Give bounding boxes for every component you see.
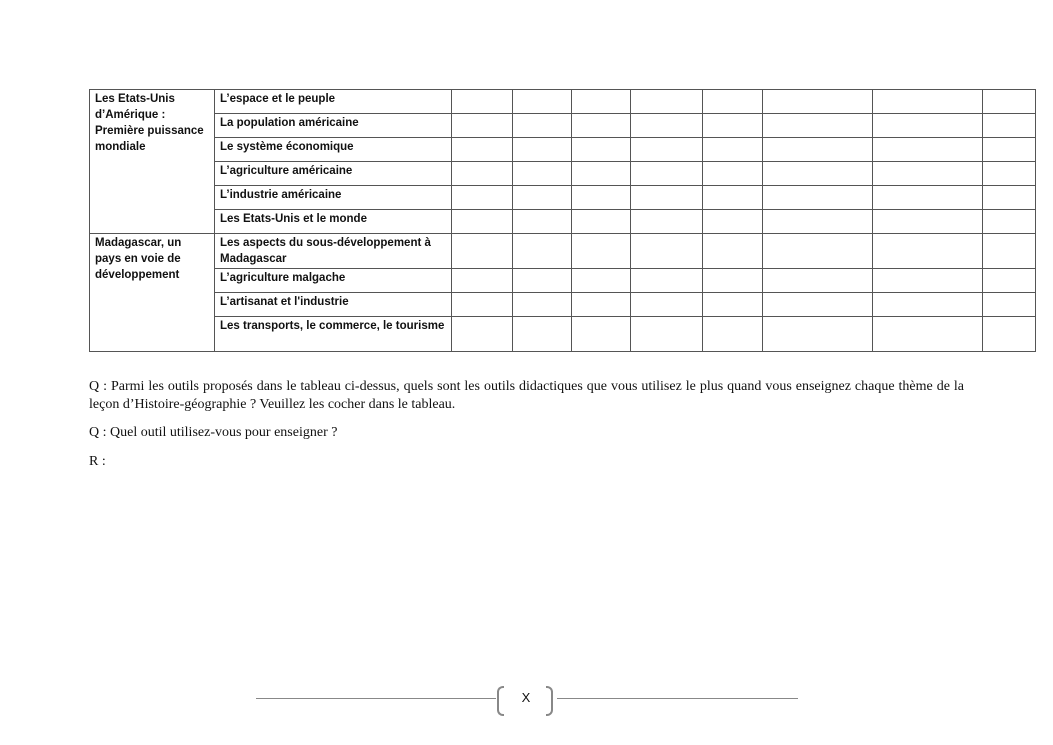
lesson-cell: Les transports, le commerce, le tourisme	[215, 317, 452, 352]
tool-checkbox-cell[interactable]	[703, 186, 763, 210]
tool-checkbox-cell[interactable]	[873, 293, 983, 317]
tool-checkbox-cell[interactable]	[513, 162, 572, 186]
tool-checkbox-cell[interactable]	[703, 210, 763, 234]
lesson-cell: L’espace et le peuple	[215, 90, 452, 114]
tool-checkbox-cell[interactable]	[572, 186, 631, 210]
tool-checkbox-cell[interactable]	[572, 162, 631, 186]
tool-checkbox-cell[interactable]	[513, 317, 572, 352]
tool-checkbox-cell[interactable]	[703, 138, 763, 162]
tool-checkbox-cell[interactable]	[572, 234, 631, 269]
tool-checkbox-cell[interactable]	[763, 186, 873, 210]
tool-checkbox-cell[interactable]	[703, 317, 763, 352]
table-row	[90, 114, 1036, 138]
theme-cell: Les Etats-Unis d’Amérique : Première puissance mondiale	[90, 90, 215, 234]
tool-checkbox-cell[interactable]	[873, 317, 983, 352]
theme-cell: Madagascar, un pays en voie de développement	[90, 234, 215, 352]
tool-checkbox-cell[interactable]	[452, 90, 513, 114]
tool-checkbox-cell[interactable]	[513, 293, 572, 317]
tool-checkbox-cell[interactable]	[572, 210, 631, 234]
lesson-cell: L’agriculture malgache	[215, 269, 452, 293]
footer-rule-right	[557, 698, 798, 699]
table-row	[90, 90, 1036, 114]
table-row	[90, 210, 1036, 234]
lesson-cell: Le système économique	[215, 138, 452, 162]
lesson-cell: L’industrie américaine	[215, 186, 452, 210]
tool-checkbox-cell[interactable]	[763, 114, 873, 138]
tool-checkbox-cell[interactable]	[703, 293, 763, 317]
tool-checkbox-cell[interactable]	[572, 293, 631, 317]
tool-checkbox-cell[interactable]	[703, 234, 763, 269]
tool-checkbox-cell[interactable]	[513, 138, 572, 162]
tool-checkbox-cell[interactable]	[513, 114, 572, 138]
tool-checkbox-cell[interactable]	[452, 138, 513, 162]
tool-checkbox-cell[interactable]	[983, 186, 1036, 210]
lesson-cell: L’agriculture américaine	[215, 162, 452, 186]
table-row	[90, 293, 1036, 317]
tool-checkbox-cell[interactable]	[873, 162, 983, 186]
tool-checkbox-cell[interactable]	[983, 162, 1036, 186]
tool-checkbox-cell[interactable]	[513, 269, 572, 293]
tool-checkbox-cell[interactable]	[763, 269, 873, 293]
table-row	[90, 162, 1036, 186]
tool-checkbox-cell[interactable]	[572, 269, 631, 293]
tool-checkbox-cell[interactable]	[572, 317, 631, 352]
tool-checkbox-cell[interactable]	[983, 210, 1036, 234]
footer-bracket-close	[546, 686, 553, 716]
tool-checkbox-cell[interactable]	[983, 269, 1036, 293]
tool-checkbox-cell[interactable]	[631, 269, 703, 293]
tool-checkbox-cell[interactable]	[631, 138, 703, 162]
table-row	[90, 317, 1036, 352]
tool-checkbox-cell[interactable]	[631, 186, 703, 210]
tool-checkbox-cell[interactable]	[873, 138, 983, 162]
tool-checkbox-cell[interactable]	[763, 293, 873, 317]
table-row	[90, 186, 1036, 210]
tool-checkbox-cell[interactable]	[763, 138, 873, 162]
tool-checkbox-cell[interactable]	[873, 210, 983, 234]
question-tools-checklist: Q : Parmi les outils proposés dans le tableau ci-dessus, quels sont les outils didactiques que vous utilisez le plus quand vous enseignez chaque thème de la leçon d’Histoire-géographie ? Veuillez les cocher dans le tableau.	[89, 379, 964, 412]
tool-checkbox-cell[interactable]	[763, 317, 873, 352]
tool-checkbox-cell[interactable]	[873, 114, 983, 138]
lesson-cell: La population américaine	[215, 114, 452, 138]
tool-checkbox-cell[interactable]	[452, 293, 513, 317]
tool-checkbox-cell[interactable]	[631, 234, 703, 269]
tool-checkbox-cell[interactable]	[631, 114, 703, 138]
lesson-cell: Les Etats-Unis et le monde	[215, 210, 452, 234]
tool-checkbox-cell[interactable]	[452, 114, 513, 138]
tool-checkbox-cell[interactable]	[513, 186, 572, 210]
footer-rule-left	[256, 698, 496, 699]
tool-checkbox-cell[interactable]	[631, 90, 703, 114]
tool-checkbox-cell[interactable]	[763, 162, 873, 186]
tool-checkbox-cell[interactable]	[513, 90, 572, 114]
tool-checkbox-cell[interactable]	[983, 317, 1036, 352]
tool-checkbox-cell[interactable]	[631, 210, 703, 234]
tool-checkbox-cell[interactable]	[763, 210, 873, 234]
lesson-cell: L’artisanat et l'industrie	[215, 293, 452, 317]
tool-checkbox-cell[interactable]	[763, 90, 873, 114]
tool-checkbox-cell[interactable]	[452, 162, 513, 186]
tool-checkbox-cell[interactable]	[572, 138, 631, 162]
tool-checkbox-cell[interactable]	[452, 210, 513, 234]
lesson-cell: Les aspects du sous-développement à Madagascar	[215, 234, 452, 269]
tool-checkbox-cell[interactable]	[873, 90, 983, 114]
tool-checkbox-cell[interactable]	[631, 317, 703, 352]
tool-checkbox-cell[interactable]	[452, 186, 513, 210]
footer-bracket-open	[497, 686, 504, 716]
tool-checkbox-cell[interactable]	[572, 114, 631, 138]
tool-checkbox-cell[interactable]	[452, 269, 513, 293]
tool-checkbox-cell[interactable]	[983, 90, 1036, 114]
tool-checkbox-cell[interactable]	[513, 210, 572, 234]
tool-checkbox-cell[interactable]	[631, 162, 703, 186]
answer-label: R :	[89, 454, 106, 469]
tool-checkbox-cell[interactable]	[983, 138, 1036, 162]
tool-checkbox-cell[interactable]	[763, 234, 873, 269]
tool-checkbox-cell[interactable]	[873, 269, 983, 293]
tool-checkbox-cell[interactable]	[513, 234, 572, 269]
tool-checkbox-cell[interactable]	[983, 234, 1036, 269]
page-number: X	[521, 690, 531, 705]
tool-checkbox-cell[interactable]	[703, 269, 763, 293]
tool-checkbox-cell[interactable]	[703, 90, 763, 114]
tool-checkbox-cell[interactable]	[572, 90, 631, 114]
lessons-tools-table	[89, 89, 1036, 352]
tool-checkbox-cell[interactable]	[631, 293, 703, 317]
tool-checkbox-cell[interactable]	[983, 293, 1036, 317]
tool-checkbox-cell[interactable]	[703, 162, 763, 186]
table-row	[90, 138, 1036, 162]
tool-checkbox-cell[interactable]	[873, 186, 983, 210]
tool-checkbox-cell[interactable]	[983, 114, 1036, 138]
question-tool-used: Q : Quel outil utilisez-vous pour enseigner ?	[89, 425, 338, 440]
table-row	[90, 269, 1036, 293]
tool-checkbox-cell[interactable]	[452, 317, 513, 352]
tool-checkbox-cell[interactable]	[452, 234, 513, 269]
tool-checkbox-cell[interactable]	[703, 114, 763, 138]
table-row	[90, 234, 1036, 269]
tool-checkbox-cell[interactable]	[873, 234, 983, 269]
